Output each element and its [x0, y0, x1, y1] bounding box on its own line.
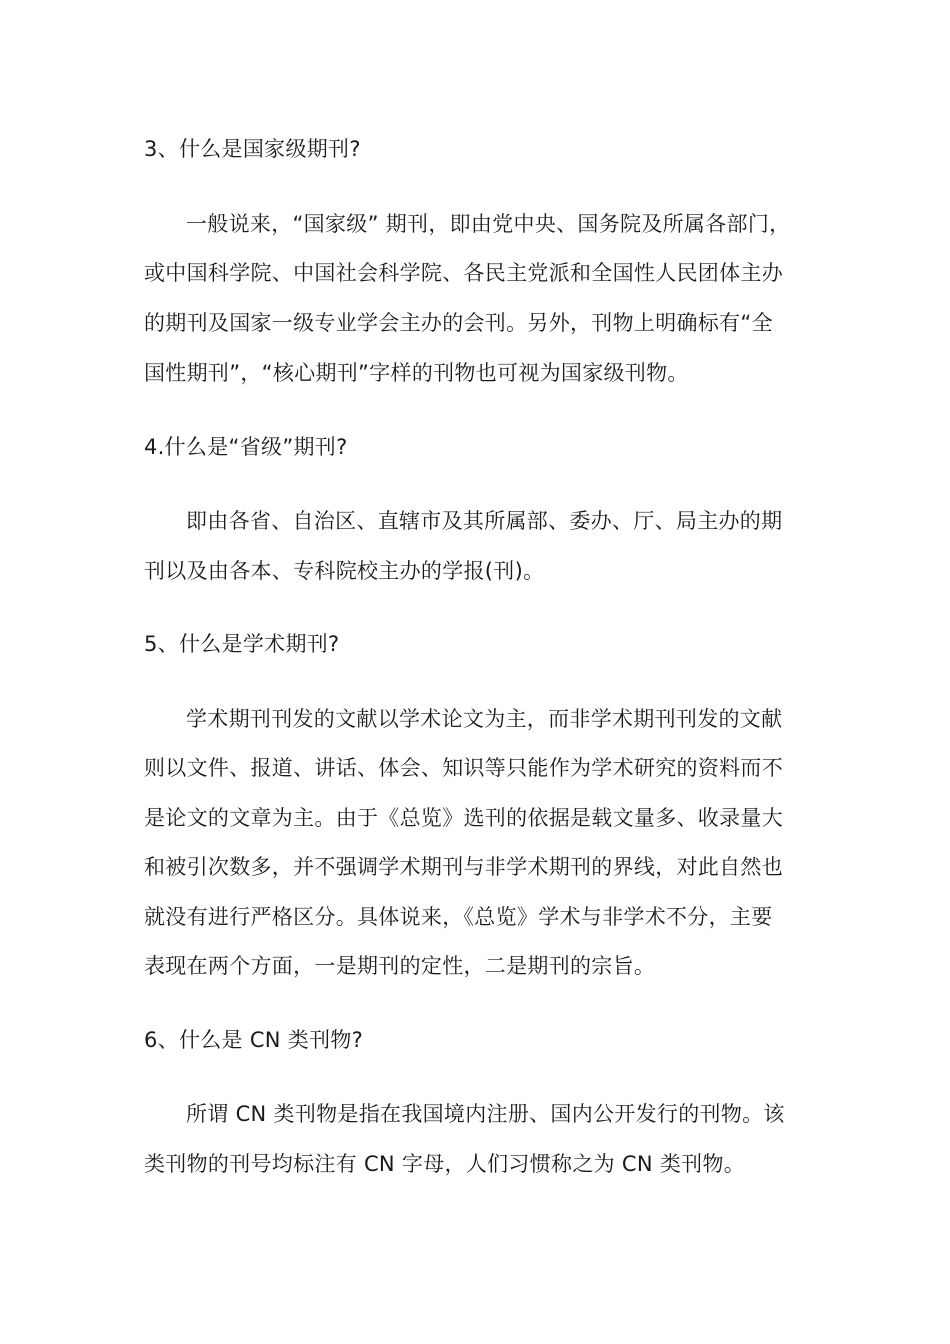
paragraph-line: 类刊物的刊号均标注有 CN 字母，人们习惯称之为 CN 类刊物。	[144, 1152, 746, 1176]
paragraph-line: 的期刊及国家一级专业学会主办的会刊。另外，刊物上明确标有“全	[144, 311, 773, 335]
paragraph-line: 所谓 CN 类刊物是指在我国境内注册、国内公开发行的刊物。该	[186, 1102, 785, 1126]
section-heading: 6、什么是 CN 类刊物?	[144, 1028, 364, 1052]
paragraph-line: 表现在两个方面，一是期刊的定性，二是期刊的宗旨。	[144, 954, 656, 978]
section-heading: 4.什么是“省级”期刊?	[144, 435, 348, 459]
paragraph-line: 学术期刊刊发的文献以学术论文为主，而非学术期刊刊发的文献	[186, 707, 783, 731]
paragraph-line: 即由各省、自治区、直辖市及其所属部、委办、厅、局主办的期	[186, 509, 783, 533]
paragraph-line: 刊以及由各本、专科院校主办的学报(刊)。	[144, 559, 545, 583]
paragraph-line: 或中国科学院、中国社会科学院、各民主党派和全国性人民团体主办	[144, 261, 783, 285]
section-heading: 3、什么是国家级期刊?	[144, 137, 361, 161]
paragraph-line: 就没有进行严格区分。具体说来，《总览》学术与非学术不分，主要	[144, 905, 773, 929]
paragraph-line: 一般说来，“国家级” 期刊，即由党中央、国务院及所属各部门，	[186, 212, 791, 236]
paragraph-line: 则以文件、报道、讲话、体会、知识等只能作为学术研究的资料而不	[144, 756, 783, 780]
paragraph-line: 是论文的文章为主。由于《总览》选刊的依据是载文量多、收录量大	[144, 806, 783, 830]
paragraph-line: 和被引次数多，并不强调学术期刊与非学术期刊的界线，对此自然也	[144, 855, 783, 879]
section-heading: 5、什么是学术期刊?	[144, 632, 340, 656]
paragraph-line: 国性期刊”，“核心期刊”字样的刊物也可视为国家级刊物。	[144, 361, 689, 385]
